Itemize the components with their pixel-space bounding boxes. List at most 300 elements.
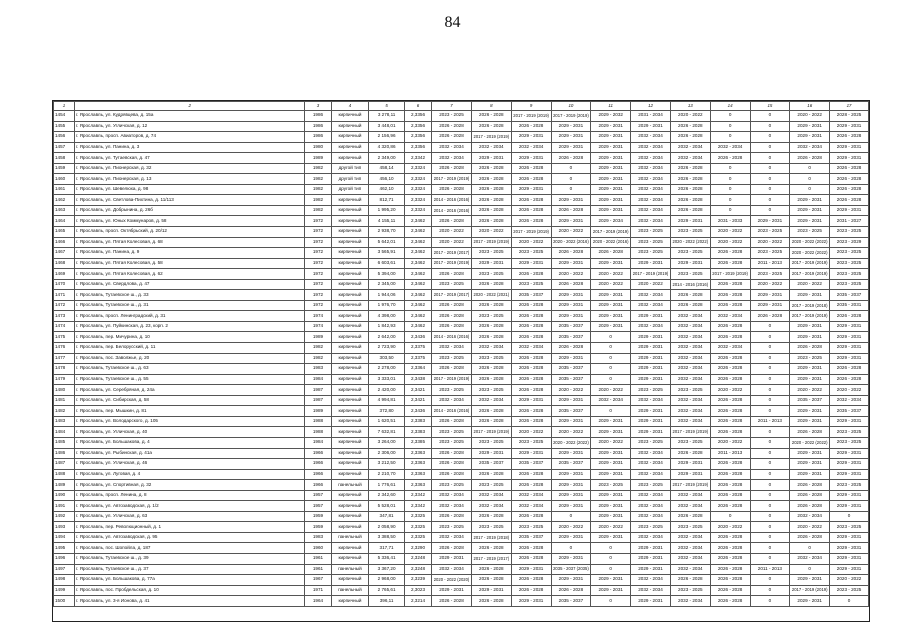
table-cell: 2020 - 2022 <box>551 227 591 238</box>
address-cell: г. Ярославль, ул. Свердлова, д. 47 <box>74 279 304 290</box>
table-cell: 2032 - 2034 <box>670 406 710 417</box>
table-row <box>54 353 869 364</box>
table-cell: 0 <box>750 385 790 396</box>
table-cell: 347,81 <box>369 511 405 522</box>
table-cell: 1972 <box>305 216 331 227</box>
table-row <box>54 195 869 206</box>
table-cell: кирпичный <box>331 490 369 501</box>
table-cell: кирпичный <box>331 332 369 343</box>
table-cell: 2017 - 2019 (2019) <box>790 311 830 322</box>
table-cell: 2029 - 2031 <box>790 364 830 375</box>
table-cell: 2032 - 2034 <box>670 343 710 354</box>
table-cell: 1966 <box>305 469 331 480</box>
table-row <box>54 469 869 480</box>
table-cell: 2,3248 <box>404 553 431 564</box>
table-row <box>54 227 869 238</box>
table-cell: 2032 - 2034 <box>471 395 511 406</box>
table-cell: кирпичный <box>331 142 369 153</box>
table-cell: 2029 - 2031 <box>790 416 830 427</box>
table-cell: 2,3324 <box>404 205 431 216</box>
table-cell: 2023 - 2025 <box>830 279 869 290</box>
table-cell: 2032 - 2034 <box>631 132 671 143</box>
table-cell: 2029 - 2031 <box>551 575 591 586</box>
table-cell: 1964 <box>305 596 331 607</box>
table-cell: 2032 - 2034 <box>790 142 830 153</box>
table-cell: 2026 - 2028 <box>551 585 591 596</box>
table-cell: 2026 - 2028 <box>471 321 511 332</box>
table-cell: 2023 - 2025 <box>670 269 710 280</box>
table-cell: 2023 - 2025 <box>830 269 869 280</box>
table-cell: 2029 - 2031 <box>471 585 511 596</box>
table-cell: 2035 - 2037 <box>511 459 551 470</box>
column-header: 5 <box>369 102 405 111</box>
table-cell: 1481 <box>54 395 75 406</box>
table-cell: 2032 - 2034 <box>631 142 671 153</box>
table-cell: 1982 <box>305 163 331 174</box>
table-cell: 2032 - 2034 <box>511 142 551 153</box>
table-cell: 2011 - 2013 <box>750 416 790 427</box>
table-cell: 2035 - 2037 <box>551 321 591 332</box>
table-cell: 2026 - 2028 <box>670 205 710 216</box>
address-cell: г. Ярославль, ул. Угличская, д. 46 <box>74 459 304 470</box>
table-cell: 2023 - 2025 <box>830 427 869 438</box>
table-cell: 1983 <box>305 532 331 543</box>
table-cell: 2029 - 2031 <box>830 153 869 164</box>
address-cell: г. Ярославль, ул. Большакова, д. 77а <box>74 575 304 586</box>
table-cell: 2026 - 2028 <box>432 416 472 427</box>
table-cell: 2029 - 2031 <box>432 585 472 596</box>
table-row <box>54 121 869 132</box>
table-cell: 2029 - 2031 <box>790 216 830 227</box>
table-cell: 2020 - 2022 <box>591 269 631 280</box>
table-cell: 2017 - 2019 (2019) <box>631 269 671 280</box>
table-cell: 2026 - 2028 <box>710 290 750 301</box>
table-cell: 2029 - 2031 <box>591 300 631 311</box>
table-cell: 1959 <box>305 511 331 522</box>
table-cell: 2035 - 2037 (2035) <box>551 564 591 575</box>
column-header: 13 <box>670 102 710 111</box>
table-cell: 2026 - 2028 <box>710 258 750 269</box>
table-cell: 2029 - 2031 <box>790 332 830 343</box>
table-cell: 1957 <box>305 501 331 512</box>
table-cell: 2029 - 2031 <box>790 195 830 206</box>
table-cell: 1 976,70 <box>369 300 405 311</box>
table-cell: 1966 <box>305 448 331 459</box>
table-cell: 2017 - 2019 (2019) <box>432 174 472 185</box>
table-cell: 2,3023 <box>404 585 431 596</box>
table-cell: 2,3421 <box>404 395 431 406</box>
table-cell: 2014 - 2016 (2016) <box>432 332 472 343</box>
table-cell: 0 <box>750 459 790 470</box>
table-cell: 2029 - 2031 <box>830 205 869 216</box>
address-cell: г. Ярославль, ул. Пуйкинская, д. 23, корп. 2 <box>74 321 304 332</box>
table-cell: 2029 - 2031 <box>511 596 551 607</box>
table-cell: 2026 - 2028 <box>511 332 551 343</box>
table-cell: 1974 <box>305 321 331 332</box>
table-cell: 2026 - 2028 <box>830 311 869 322</box>
table-cell: 0 <box>790 564 830 575</box>
table-cell: 2026 - 2028 <box>710 153 750 164</box>
table-cell: кирпичный <box>331 395 369 406</box>
table-cell: 2032 - 2034 <box>631 321 671 332</box>
table-cell: кирпичный <box>331 153 369 164</box>
address-cell: г. Ярославль, ул. Панина, д. 9 <box>74 248 304 259</box>
table-cell: 1972 <box>305 300 331 311</box>
table-cell: 2029 - 2031 <box>591 490 631 501</box>
table-cell: 1498 <box>54 575 75 586</box>
table-cell: 1454 <box>54 111 75 122</box>
table-cell: 2023 - 2025 <box>670 437 710 448</box>
table-cell: 0 <box>750 142 790 153</box>
address-cell: г. Ярославль, Тутаевское ш., д. 39 <box>74 553 304 564</box>
table-row <box>54 374 869 385</box>
table-cell: 2,3239 <box>404 575 431 586</box>
table-cell: 2023 - 2025 <box>750 269 790 280</box>
table-cell: 2023 - 2025 <box>432 437 472 448</box>
table-cell: 2020 - 2022 (2022) <box>790 237 830 248</box>
table-cell: 2029 - 2031 <box>631 311 671 322</box>
address-cell: г. Ярославль, ул. Большакова, д. 4 <box>74 437 304 448</box>
table-cell: 5 642,01 <box>369 237 405 248</box>
table-cell: 0 <box>750 343 790 354</box>
table-cell: 1 944,06 <box>369 290 405 301</box>
table-cell: 2032 - 2034 <box>631 459 671 470</box>
address-cell: г. Ярославль, ул. Угличская, д. 12 <box>74 121 304 132</box>
table-cell: 0 <box>750 111 790 122</box>
table-cell: 2,3356 <box>404 142 431 153</box>
table-cell: кирпичный <box>331 459 369 470</box>
table-cell: 2023 - 2025 <box>631 248 671 259</box>
table-cell: 2,3324 <box>404 184 431 195</box>
table-cell: 2029 - 2031 <box>591 205 631 216</box>
table-cell: 2026 - 2028 <box>710 406 750 417</box>
address-cell: г. Ярославль, ул. Спортивная, д. 32 <box>74 480 304 491</box>
table-cell: 2026 - 2028 <box>710 543 750 554</box>
table-cell: 2032 - 2034 <box>631 300 671 311</box>
table-cell: 2031 - 2033 <box>710 216 750 227</box>
table-cell: 2,3363 <box>404 459 431 470</box>
table-row <box>54 553 869 564</box>
table-cell: 2032 - 2034 <box>710 343 750 354</box>
table-cell: 0 <box>750 469 790 480</box>
table-cell: 2026 - 2028 <box>830 132 869 143</box>
table-cell: 2017 - 2019 (2019) <box>471 427 511 438</box>
table-cell: кирпичный <box>331 596 369 607</box>
table-cell: 2035 - 2037 <box>471 459 511 470</box>
table-cell: 0 <box>750 448 790 459</box>
table-cell: 2029 - 2031 <box>830 501 869 512</box>
table-cell: 0 <box>591 343 631 354</box>
address-cell: г. Ярославль, пер. Мичурина, д. 10 <box>74 332 304 343</box>
table-row <box>54 596 869 607</box>
table-cell: 2023 - 2025 <box>631 237 671 248</box>
table-cell: 1 995,20 <box>369 205 405 216</box>
table-cell: 0 <box>750 575 790 586</box>
table-cell: 2023 - 2025 <box>830 227 869 238</box>
table-cell: 2032 - 2034 <box>670 553 710 564</box>
table-cell: 2020 - 2022 <box>551 427 591 438</box>
table-cell: 1467 <box>54 248 75 259</box>
table-cell: кирпичный <box>331 248 369 259</box>
table-cell: 2023 - 2025 <box>432 353 472 364</box>
table-cell: 0 <box>750 532 790 543</box>
table-cell: 2026 - 2028 <box>710 575 750 586</box>
table-cell: панельный <box>331 585 369 596</box>
table-cell: 2035 - 2037 <box>551 596 591 607</box>
table-row <box>54 142 869 153</box>
table-cell: 2026 - 2028 <box>710 300 750 311</box>
table-cell: 2 345,00 <box>369 279 405 290</box>
table-cell: 2029 - 2031 <box>551 121 591 132</box>
column-header: 12 <box>631 102 671 111</box>
table-cell: 2032 - 2034 <box>432 532 472 543</box>
table-cell: 2,3462 <box>404 227 431 238</box>
table-cell: кирпичный <box>331 237 369 248</box>
address-cell: г. Ярославль, ул. Юных Коммунаров, д. 58 <box>74 216 304 227</box>
table-cell: 1966 <box>305 480 331 491</box>
table-cell: 2029 - 2031 <box>631 353 671 364</box>
table-cell: 2023 - 2029 <box>830 237 869 248</box>
table-row <box>54 237 869 248</box>
table-cell: 0 <box>750 501 790 512</box>
table-cell: 2032 - 2034 <box>432 564 472 575</box>
table-cell: 2,3462 <box>404 290 431 301</box>
table-cell: 2029 - 2031 <box>591 174 631 185</box>
capital-repair-schedule-table <box>53 101 869 607</box>
table-cell: 2020 - 2022 (2022) <box>790 248 830 259</box>
table-cell: 2029 - 2031 <box>591 132 631 143</box>
table-cell: 2032 - 2034 <box>670 564 710 575</box>
table-row <box>54 385 869 396</box>
table-cell: 2023 - 2025 <box>631 227 671 238</box>
table-cell: 1492 <box>54 511 75 522</box>
table-cell: 2017 - 2019 (2019) <box>790 585 830 596</box>
table-cell: 0 <box>790 174 830 185</box>
address-cell: г. Ярославль, ул. Добрынина, д. 26б <box>74 205 304 216</box>
column-header: 2 <box>74 102 304 111</box>
table-row <box>54 174 869 185</box>
table-cell: кирпичный <box>331 111 369 122</box>
table-cell: 1497 <box>54 564 75 575</box>
table-row <box>54 332 869 343</box>
table-cell: 2020 - 2022 <box>551 385 591 396</box>
table-cell: 2 349,00 <box>369 153 405 164</box>
table-cell: 2026 - 2028 <box>432 596 472 607</box>
table-cell: 2029 - 2031 <box>830 564 869 575</box>
table-cell: 2026 - 2028 <box>750 311 790 322</box>
table-cell: 2026 - 2028 <box>710 480 750 491</box>
table-row <box>54 269 869 280</box>
table-cell: 2026 - 2028 <box>830 195 869 206</box>
table-cell: 2026 - 2028 <box>790 480 830 491</box>
table-cell: 0 <box>591 543 631 554</box>
table-cell: 2023 - 2025 <box>432 385 472 396</box>
table-cell: 1455 <box>54 121 75 132</box>
table-cell: 2026 - 2028 <box>551 279 591 290</box>
table-row <box>54 585 869 596</box>
table-row <box>54 395 869 406</box>
table-cell: 2017 - 2019 (2017) <box>471 553 511 564</box>
table-cell: 2026 - 2028 <box>511 543 551 554</box>
address-cell: г. Ярославль, ул. Тутаевская, д. 47 <box>74 153 304 164</box>
table-cell: 2023 - 2025 <box>830 522 869 533</box>
table-cell: 1477 <box>54 353 75 364</box>
table-cell: 2029 - 2031 <box>631 427 671 438</box>
table-cell: 2020 - 2022 <box>432 237 472 248</box>
table-cell: 2032 - 2034 <box>670 501 710 512</box>
table-cell: 2,3383 <box>404 427 431 438</box>
table-cell: 2029 - 2031 <box>670 216 710 227</box>
table-cell: 2026 - 2028 <box>710 395 750 406</box>
table-cell: 2,3342 <box>404 501 431 512</box>
table-cell: 1476 <box>54 343 75 354</box>
table-cell: 2026 - 2028 <box>670 132 710 143</box>
table-cell: 2029 - 2031 <box>551 195 591 206</box>
table-cell: 2023 - 2025 <box>631 385 671 396</box>
table-cell: 0 <box>551 543 591 554</box>
table-cell: кирпичный <box>331 227 369 238</box>
table-cell: 2,3385 <box>404 437 431 448</box>
table-cell: 2023 - 2025 <box>830 258 869 269</box>
table-cell: 1 842,93 <box>369 321 405 332</box>
column-header: 8 <box>471 102 511 111</box>
table-cell: кирпичный <box>331 374 369 385</box>
table-cell: 0 <box>750 153 790 164</box>
table-cell: 2029 - 2031 <box>830 121 869 132</box>
table-cell: 5 394,00 <box>369 269 405 280</box>
table-cell: 2026 - 2028 <box>471 111 511 122</box>
table-cell: 1458 <box>54 153 75 164</box>
table-cell: 1987 <box>305 385 331 396</box>
table-cell: 2023 - 2025 <box>670 385 710 396</box>
table-cell: 2026 - 2028 <box>710 416 750 427</box>
column-header: 9 <box>511 102 551 111</box>
table-cell: 0 <box>750 121 790 132</box>
table-cell: 2032 - 2034 <box>511 490 551 501</box>
table-cell: 2011 - 2013 <box>750 258 790 269</box>
table-cell: 372,80 <box>369 406 405 417</box>
table-cell: 2029 - 2031 <box>591 153 631 164</box>
table-cell: 1988 <box>305 416 331 427</box>
table-cell: 2032 - 2034 <box>631 395 671 406</box>
table-cell: 2029 - 2031 <box>551 501 591 512</box>
table-cell: 2,3462 <box>404 248 431 259</box>
table-cell: 2029 - 2031 <box>670 258 710 269</box>
table-cell: 2020 - 2022 (2022) <box>670 237 710 248</box>
table-row <box>54 205 869 216</box>
table-cell: 2029 - 2031 <box>790 596 830 607</box>
table-cell: 2026 - 2028 <box>670 290 710 301</box>
table-cell: 1972 <box>305 279 331 290</box>
table-cell: 2020 - 2022 <box>591 522 631 533</box>
table-cell: 2029 - 2031 <box>511 184 551 195</box>
table-cell: 2032 - 2034 <box>631 511 671 522</box>
table-cell: 2023 - 2025 <box>511 248 551 259</box>
table-cell: 2020 - 2022 <box>830 575 869 586</box>
table-cell: 0 <box>750 395 790 406</box>
table-row <box>54 216 869 227</box>
table-cell: 1489 <box>54 480 75 491</box>
table-cell: 0 <box>591 596 631 607</box>
table-row <box>54 416 869 427</box>
table-row <box>54 321 869 332</box>
table-cell: 2032 - 2034 <box>631 153 671 164</box>
table-cell: 2035 - 2037 <box>551 364 591 375</box>
table-cell: кирпичный <box>331 364 369 375</box>
table-cell: панельный <box>331 480 369 491</box>
table-cell: 2032 - 2034 <box>631 174 671 185</box>
table-cell: 2023 - 2025 <box>432 111 472 122</box>
table-cell: 3 388,50 <box>369 532 405 543</box>
table-cell: 2026 - 2028 <box>511 205 551 216</box>
table-cell: 2032 - 2034 <box>670 374 710 385</box>
table-cell: кирпичный <box>331 258 369 269</box>
table-cell: 2032 - 2034 <box>631 195 671 206</box>
table-cell: 2029 - 2031 <box>591 142 631 153</box>
table-cell: 2026 - 2028 <box>790 532 830 543</box>
table-cell: 2026 - 2028 <box>471 374 511 385</box>
table-cell: 1972 <box>305 290 331 301</box>
table-row <box>54 522 869 533</box>
table-cell: 2026 - 2028 <box>471 163 511 174</box>
table-cell: 2026 - 2028 <box>551 153 591 164</box>
table-cell: 2032 - 2034 <box>670 311 710 322</box>
table-cell: 2029 - 2031 <box>591 163 631 174</box>
table-cell: 1982 <box>305 195 331 206</box>
table-cell: 2 342,60 <box>369 490 405 501</box>
table-cell: 0 <box>830 596 869 607</box>
table-cell: 1960 <box>305 543 331 554</box>
table-row <box>54 184 869 195</box>
table-cell: 2017 - 2019 (2019) <box>670 480 710 491</box>
table-cell: 1 776,61 <box>369 480 405 491</box>
table-cell: 1490 <box>54 490 75 501</box>
table-cell: 0 <box>750 195 790 206</box>
table-cell: 1982 <box>305 343 331 354</box>
table-cell: 0 <box>750 511 790 522</box>
table-cell: 462,10 <box>369 184 405 195</box>
table-cell: 2020 - 2022 <box>710 437 750 448</box>
table-cell: 2029 - 2031 <box>511 448 551 459</box>
table-cell: 2032 - 2034 <box>631 490 671 501</box>
table-cell: 2023 - 2025 <box>471 353 511 364</box>
table-cell: кирпичный <box>331 353 369 364</box>
table-cell: 2029 - 2031 <box>830 332 869 343</box>
table-cell: 2026 - 2028 <box>511 216 551 227</box>
table-cell: 1493 <box>54 522 75 533</box>
table-cell: 2026 - 2028 <box>471 406 511 417</box>
table-cell: 2026 - 2028 <box>511 269 551 280</box>
table-cell: 2 058,90 <box>369 522 405 533</box>
table-row <box>54 448 869 459</box>
table-cell: 456,10 <box>369 174 405 185</box>
table-cell: 0 <box>710 163 750 174</box>
table-cell: 0 <box>591 364 631 375</box>
table-cell: 2020 - 2022 <box>790 385 830 396</box>
table-cell: 2029 - 2031 <box>591 448 631 459</box>
table-cell: 2029 - 2031 <box>750 300 790 311</box>
table-cell: 2017 - 2019 (2017) <box>432 248 472 259</box>
table-cell: 2026 - 2028 <box>471 174 511 185</box>
address-cell: г. Ярославль, пос. Заволжье, д. 20 <box>74 353 304 364</box>
table-cell: 1457 <box>54 142 75 153</box>
table-cell: 2032 - 2034 <box>631 216 671 227</box>
table-cell: 2026 - 2028 <box>511 469 551 480</box>
table-cell: 2032 - 2034 <box>432 490 472 501</box>
table-cell: 2026 - 2028 <box>471 543 511 554</box>
table-cell: 2,3438 <box>404 374 431 385</box>
table-cell: кирпичный <box>331 416 369 427</box>
